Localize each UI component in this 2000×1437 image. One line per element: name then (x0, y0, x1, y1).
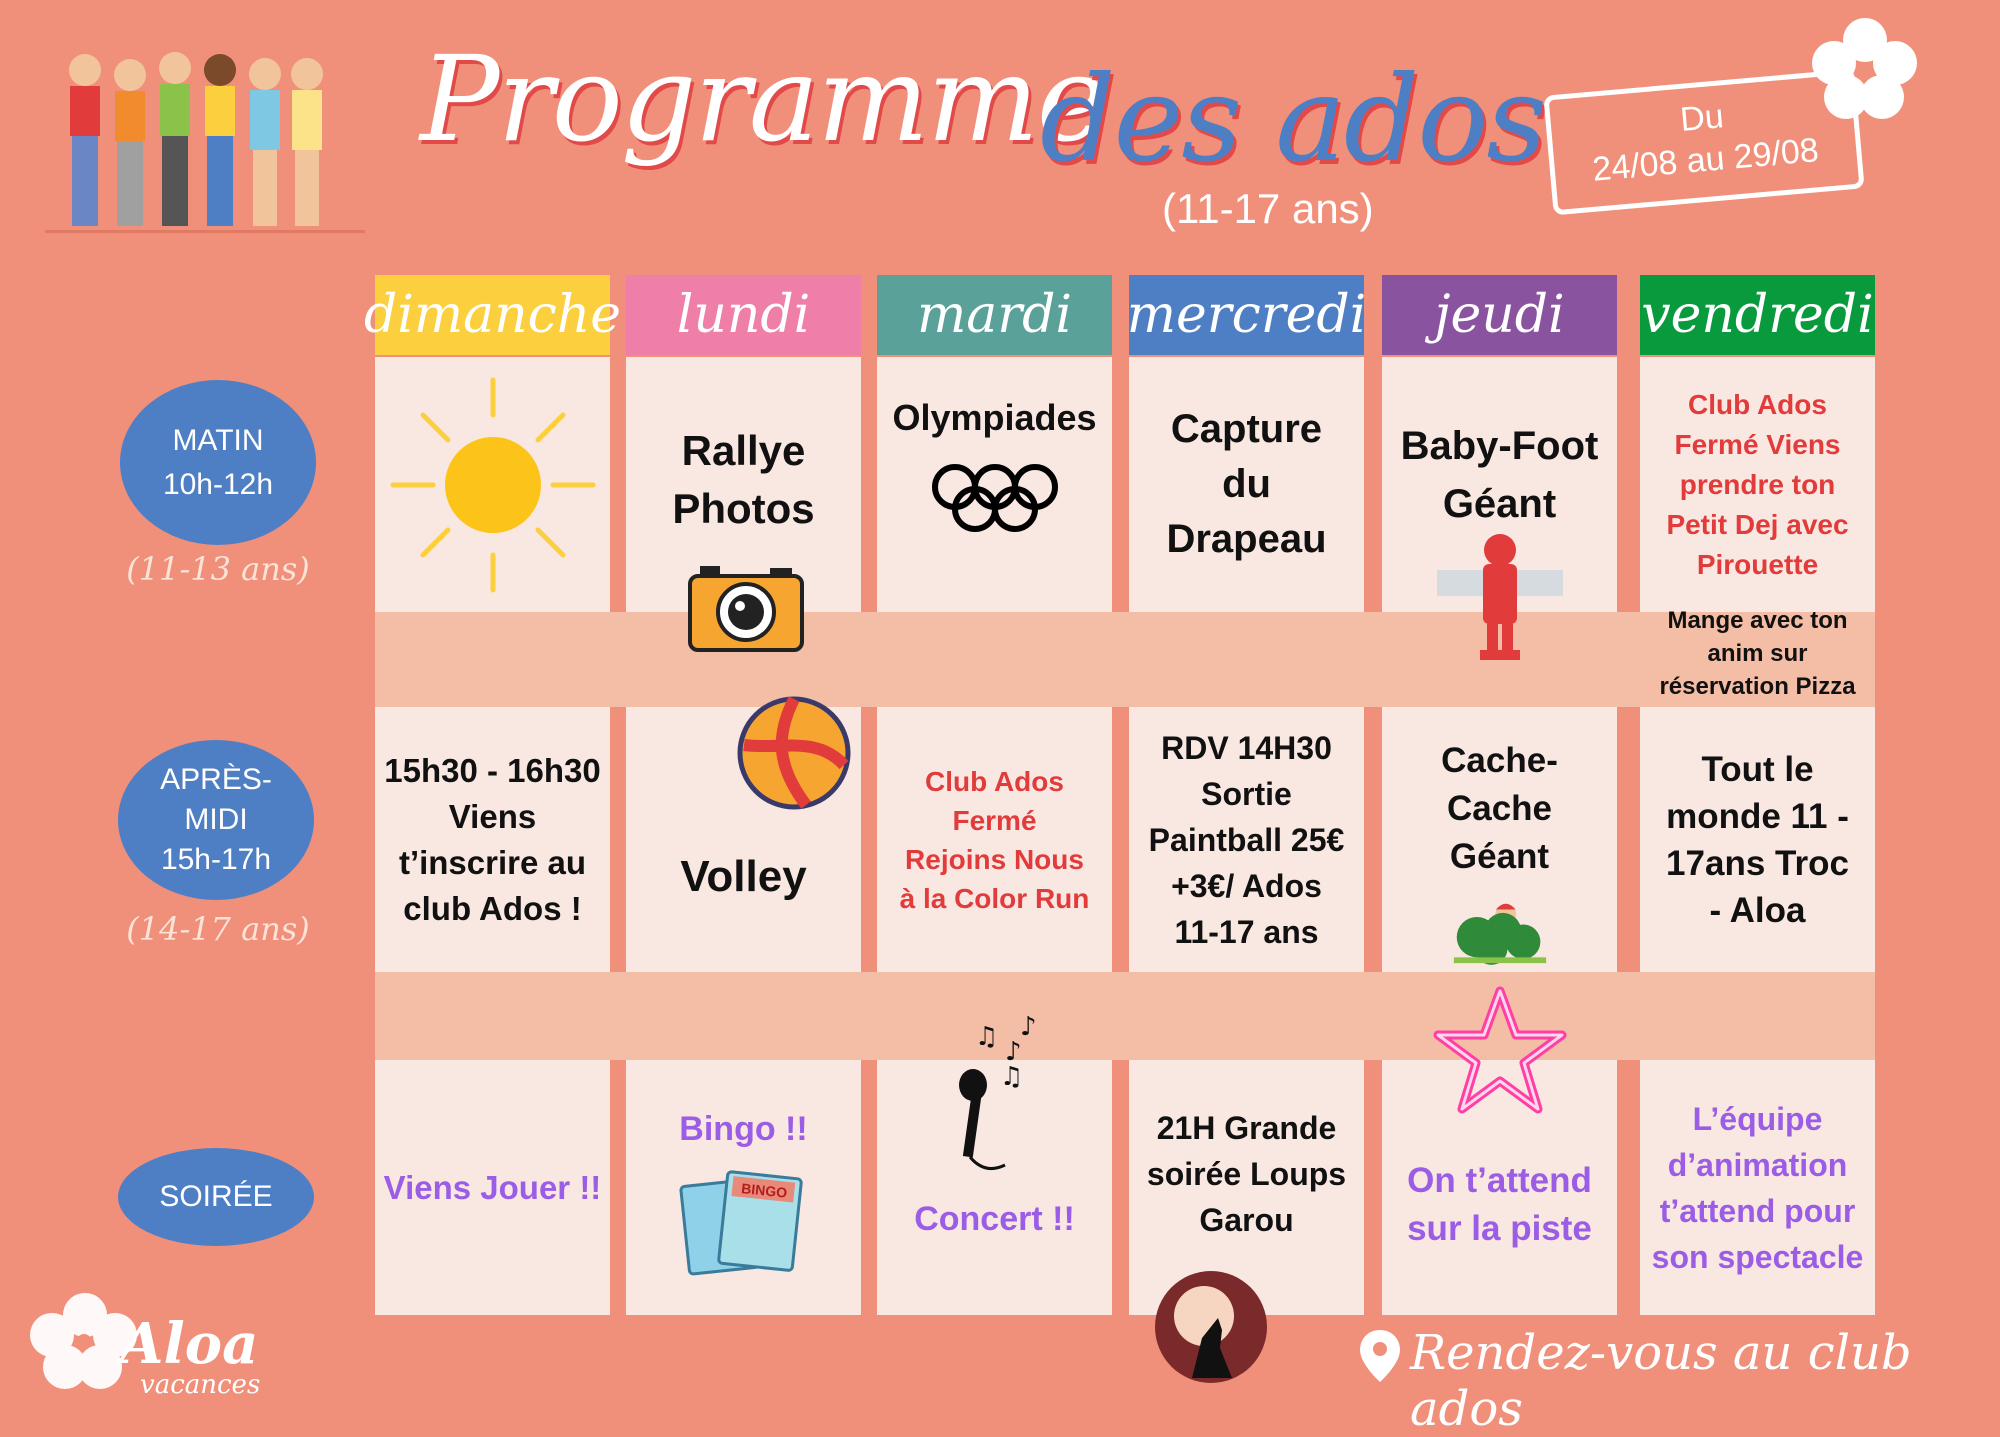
activity-text: RDV 14H30 Sortie Paintball 25€+3€/ Ados 11-17 ans (1148, 729, 1345, 950)
period-apres-label2: MIDI (184, 803, 248, 836)
svg-text:♪: ♪ (1005, 1037, 1022, 1067)
cell-apres-mercredi (1129, 707, 1364, 972)
volleyball-icon (736, 695, 852, 811)
activity-text: Concert !! (914, 1200, 1075, 1238)
day-mardi: mardi (877, 275, 1112, 355)
brand-name: Aloa (120, 1311, 259, 1377)
period-apres-age: (14-17 ans) (126, 910, 310, 948)
activity-text: Viens Jouer !! (383, 1168, 602, 1206)
period-matin-age: (11-13 ans) (126, 550, 310, 588)
olympic-rings-icon (930, 459, 1060, 539)
microphone-icon (945, 1015, 1055, 1175)
activity-text: Volley (680, 851, 807, 901)
svg-text:♫: ♫ (975, 1022, 999, 1052)
brand-logo (30, 1285, 290, 1405)
cell-apres-mardi (877, 707, 1112, 972)
activity-text: 21H Grande soirée Loups Garou (1146, 1110, 1347, 1238)
cell-soiree-lundi (626, 1060, 861, 1315)
period-soiree (118, 1148, 314, 1246)
activity-text: Mange avec ton anim sur réservation Pizza (1659, 607, 1856, 700)
period-apres-midi (118, 740, 314, 900)
cell-apres-dimanche (375, 707, 610, 972)
title-programme: Programme (420, 30, 1105, 168)
period-apres-hours: 15h-17h (160, 843, 272, 876)
activity-text: L’équipe d’animation t’attend pour son spectacle (1651, 1100, 1864, 1275)
cell-soiree-vendredi (1640, 1060, 1875, 1315)
activity-text: Cache-Cache Géant (1441, 741, 1558, 876)
brand-tagline: vacances (140, 1370, 261, 1400)
camera-icon (686, 562, 806, 654)
period-matin (120, 380, 316, 545)
cell-apres-jeudi (1382, 707, 1617, 972)
activity-text: Capture du Drapeau (1166, 407, 1327, 561)
activity-text: Tout le monde 11 - 17ans Troc - Aloa (1666, 749, 1849, 930)
cell-soiree-dimanche (375, 1060, 610, 1315)
day-vendredi: vendredi (1640, 275, 1875, 355)
age-range: (11-17 ans) (1162, 185, 1374, 232)
cell-matin-mercredi (1129, 357, 1364, 612)
band-evening (375, 972, 1875, 1060)
period-matin-hours: 10h-12h (162, 467, 274, 501)
day-dimanche: dimanche (375, 275, 610, 355)
activity-text: Olympiades (892, 397, 1097, 438)
date-range: 24/08 au 29/08 (1590, 131, 1821, 189)
period-matin-label: MATIN (172, 423, 264, 457)
day-jeudi: jeudi (1382, 275, 1617, 355)
location-pin-icon (1358, 1328, 1402, 1384)
activity-text: Bingo !! (679, 1110, 808, 1148)
svg-text:♫: ♫ (1000, 1062, 1024, 1092)
bingo-card-label: BINGO (740, 1180, 788, 1201)
footer-meeting-point: Rendez-vous au club ados (1410, 1325, 1912, 1437)
period-apres-label1: APRÈS- (160, 763, 272, 796)
activity-text: On t’attend sur la piste (1407, 1160, 1592, 1248)
cell-matin-dimanche (375, 357, 610, 612)
sun-icon (388, 370, 598, 600)
teens-illustration (45, 40, 365, 240)
title-des-ados: des ados (1040, 50, 1545, 188)
wolf-moon-icon (1152, 1268, 1270, 1386)
date-from: Du (1678, 97, 1726, 139)
cell-midi-vendredi (1640, 604, 1875, 704)
neon-star-icon (1430, 985, 1570, 1115)
bingo-card-icon (679, 1169, 809, 1279)
cell-matin-vendredi (1640, 357, 1875, 612)
cell-matin-mardi (877, 357, 1112, 612)
activity-text: Baby-Foot Géant (1400, 424, 1599, 526)
activity-text: Club Ados Fermé Rejoins Nous à la Color Run (899, 765, 1090, 914)
activity-text: 15h30 - 16h30 Viens t’inscrire au club Ados ! (384, 751, 601, 927)
day-lundi: lundi (626, 275, 861, 355)
date-stamp (1543, 69, 1864, 216)
activity-text: Rallye Photos (672, 427, 815, 532)
babyfoot-figure-icon (1435, 532, 1565, 662)
bush-hiding-icon (1415, 891, 1585, 966)
period-soiree-label: SOIRÉE (159, 1180, 273, 1213)
svg-text:♪: ♪ (1020, 1015, 1037, 1042)
day-mercredi: mercredi (1129, 275, 1364, 355)
activity-text: Club Ados Fermé Viens prendre ton Petit Dej avec Pirouette (1666, 388, 1849, 580)
cell-apres-vendredi (1640, 707, 1875, 972)
